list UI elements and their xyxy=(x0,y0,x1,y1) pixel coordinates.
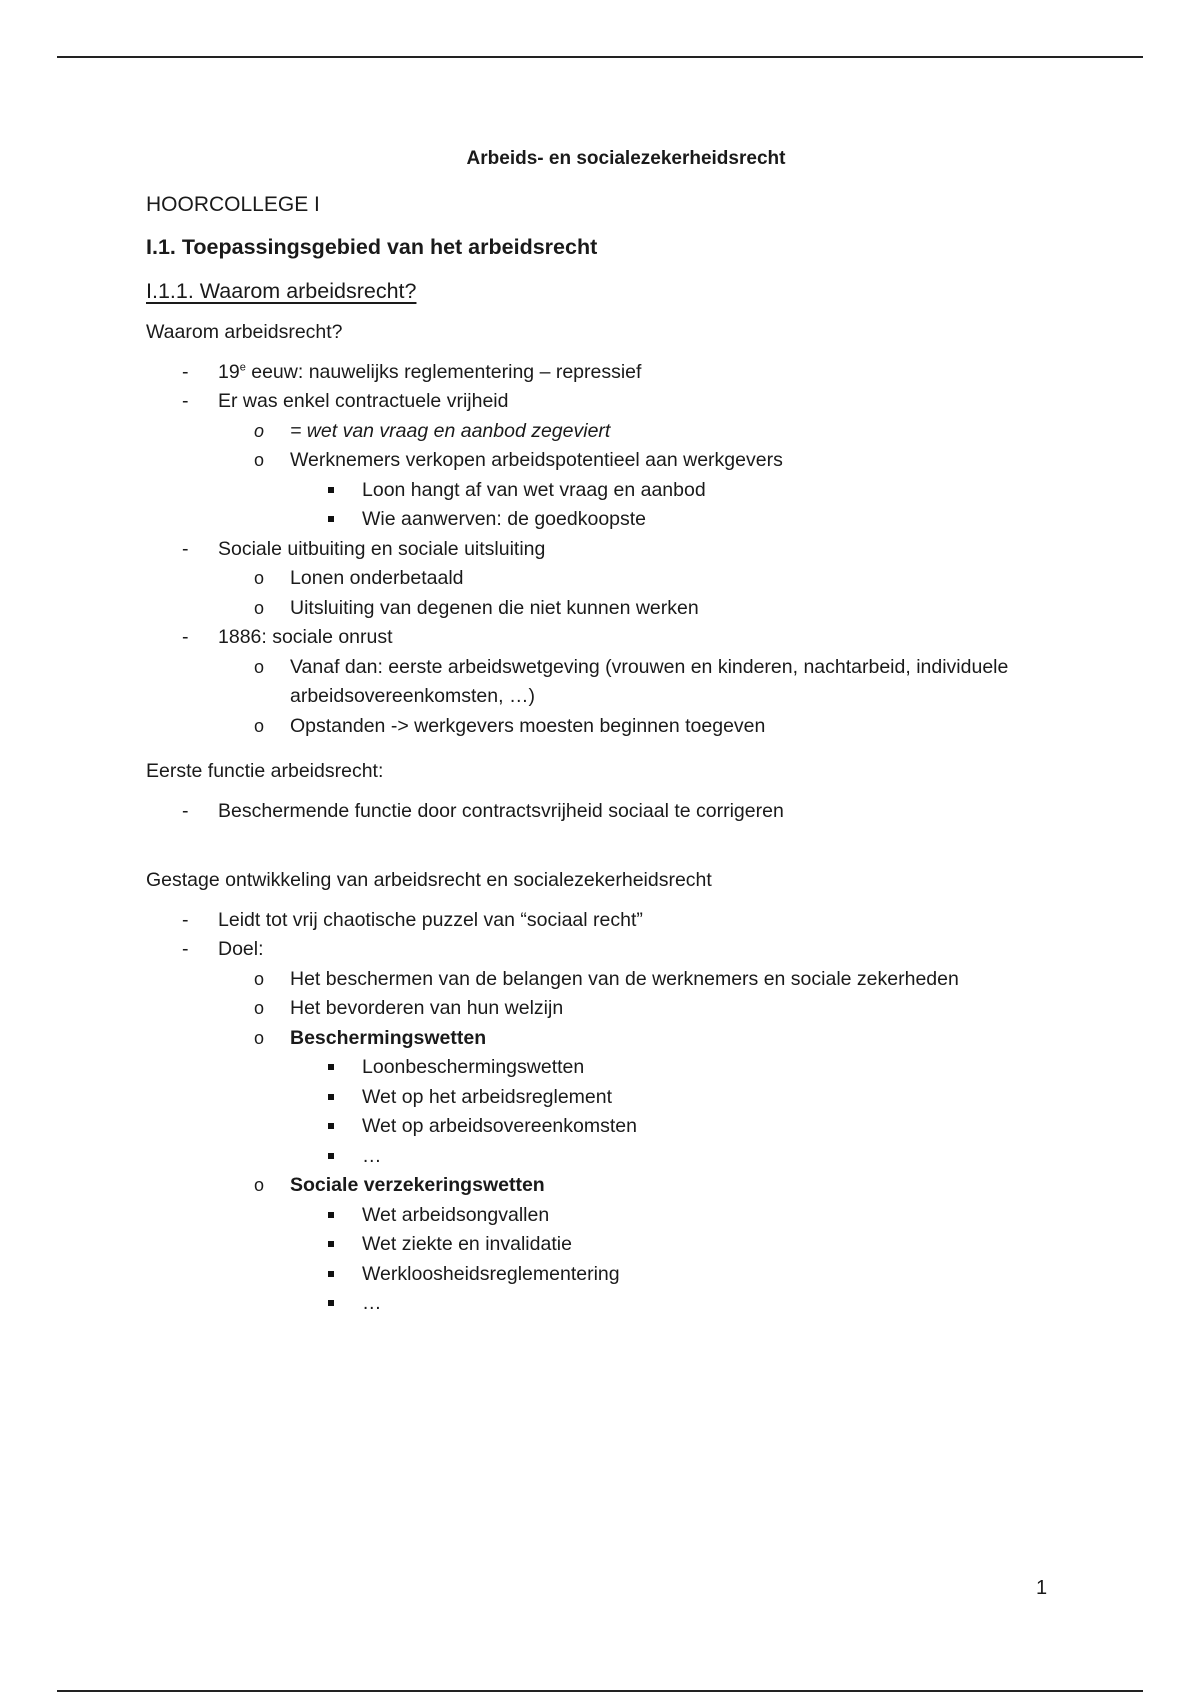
sublist xyxy=(218,564,1106,623)
list-item-text: = wet van vraag en aanbod zegeviert xyxy=(290,419,611,442)
list-item-text: Uitsluiting van degenen die niet kunnen werken xyxy=(290,596,699,619)
protection-laws-list xyxy=(290,1053,1106,1171)
list-item xyxy=(362,1260,1106,1290)
list-item xyxy=(362,505,1106,535)
history-list xyxy=(146,358,1106,742)
list-item xyxy=(290,446,1106,535)
list-item-text: Wie aanwerven: de goedkoopste xyxy=(362,508,647,530)
list-item xyxy=(362,1083,1106,1113)
development-label: Gestage ontwikkeling van arbeidsrecht en socialezekerheidsrecht xyxy=(146,869,712,891)
circle-bullet-icon xyxy=(254,417,274,447)
intro-question: Waarom arbeidsrecht? xyxy=(146,321,343,343)
list-item-text: Sociale uitbuiting en sociale uitsluiting xyxy=(218,537,546,560)
list-item xyxy=(218,535,1106,624)
list-item xyxy=(290,965,1106,995)
list-item xyxy=(218,906,1106,936)
list-item xyxy=(218,623,1106,741)
list-item xyxy=(362,1289,1106,1319)
list-item-text: Beschermende functie door contractsvrijheid sociaal te corrigeren xyxy=(218,799,784,822)
list-item-text: Wet ziekte en invalidatie xyxy=(362,1233,572,1255)
dash-bullet-icon xyxy=(182,906,202,936)
list-item-text: Er was enkel contractuele vrijheid xyxy=(218,390,509,412)
list-item xyxy=(290,653,1106,712)
list-item-text: … xyxy=(362,1144,382,1167)
dash-bullet-icon xyxy=(182,623,202,653)
dash-bullet-icon xyxy=(182,797,202,827)
footer-rule xyxy=(57,1690,1143,1692)
section-heading: I.1. Toepassingsgebied van het arbeidsrecht xyxy=(146,235,598,259)
list-item xyxy=(218,935,1106,1319)
page-content xyxy=(146,144,1106,1335)
list-item-text: Werknemers verkopen arbeidspotentieel aan werkgevers xyxy=(290,449,783,471)
dash-bullet-icon xyxy=(182,935,202,965)
circle-bullet-icon xyxy=(254,965,274,995)
list-item-text: Het beschermen van de belangen van de werknemers en sociale zekerheden xyxy=(290,967,959,990)
list-item xyxy=(290,994,1106,1024)
circle-bullet-icon xyxy=(254,712,274,742)
dash-bullet-icon xyxy=(182,387,202,417)
circle-bullet-icon xyxy=(254,594,274,624)
list-item-text: Sociale verzekeringswetten xyxy=(290,1174,545,1196)
list-item-text: Vanaf dan: eerste arbeidswetgeving (vrouwen en kinderen, nachtarbeid, individuele arbeidsovereenkomsten, …) xyxy=(290,655,1009,707)
list-item-text: Loonbeschermingswetten xyxy=(362,1056,585,1078)
list-item-text: Loon hangt af van wet vraag en aanbod xyxy=(362,478,706,501)
list-item-text: 1886: sociale onrust xyxy=(218,626,393,648)
list-item-text: Doel: xyxy=(218,938,264,960)
circle-bullet-icon xyxy=(254,1171,274,1201)
list-item-text: Werkloosheidsreglementering xyxy=(362,1262,620,1285)
list-item xyxy=(290,564,1106,594)
circle-bullet-icon xyxy=(254,446,274,476)
list-item-text: … xyxy=(362,1292,382,1314)
sublist xyxy=(218,653,1106,742)
sublist xyxy=(218,965,1106,1319)
list-item-text: 19e eeuw: nauwelijks reglementering – repressief xyxy=(218,360,642,383)
subsection-heading: I.1.1. Waarom arbeidsrecht? xyxy=(146,278,417,303)
first-function-list xyxy=(146,797,1106,827)
circle-bullet-icon xyxy=(254,994,274,1024)
sublist xyxy=(218,417,1106,535)
circle-bullet-icon xyxy=(254,1024,274,1054)
list-item xyxy=(290,417,1106,447)
sublist xyxy=(290,476,1106,535)
list-item-text: Wet arbeidsongvallen xyxy=(362,1203,550,1226)
list-item-text: Leidt tot vrij chaotische puzzel van “sociaal recht” xyxy=(218,908,643,931)
first-function-label: Eerste functie arbeidsrecht: xyxy=(146,760,384,782)
list-item xyxy=(362,1230,1106,1260)
document-title: Arbeids- en socialezekerheidsrecht xyxy=(466,148,786,169)
development-list xyxy=(146,906,1106,1319)
list-item xyxy=(218,358,1106,388)
dash-bullet-icon xyxy=(182,358,202,388)
list-item xyxy=(362,1142,1106,1172)
list-item xyxy=(290,1024,1106,1172)
list-item xyxy=(290,1171,1106,1319)
list-item xyxy=(362,1112,1106,1142)
list-item xyxy=(290,594,1106,624)
list-item-text: Wet op het arbeidsreglement xyxy=(362,1085,613,1108)
list-item xyxy=(290,712,1106,742)
list-item-text: Wet op arbeidsovereenkomsten xyxy=(362,1115,637,1137)
list-item xyxy=(362,1053,1106,1083)
list-item-text: Opstanden -> werkgevers moesten beginnen toegeven xyxy=(290,714,766,737)
list-item xyxy=(362,476,1106,506)
list-item xyxy=(218,797,1106,827)
course-heading: HOORCOLLEGE I xyxy=(146,192,320,216)
circle-bullet-icon xyxy=(254,653,274,683)
list-item-text: Lonen onderbetaald xyxy=(290,567,464,589)
list-item-text: Beschermingswetten xyxy=(290,1026,487,1049)
header-rule xyxy=(57,56,1143,58)
list-item xyxy=(362,1201,1106,1231)
dash-bullet-icon xyxy=(182,535,202,565)
insurance-laws-list xyxy=(290,1201,1106,1319)
list-item xyxy=(218,387,1106,535)
circle-bullet-icon xyxy=(254,564,274,594)
page-number: 1 xyxy=(1036,1577,1048,1599)
list-item-text: Het bevorderen van hun welzijn xyxy=(290,997,564,1019)
